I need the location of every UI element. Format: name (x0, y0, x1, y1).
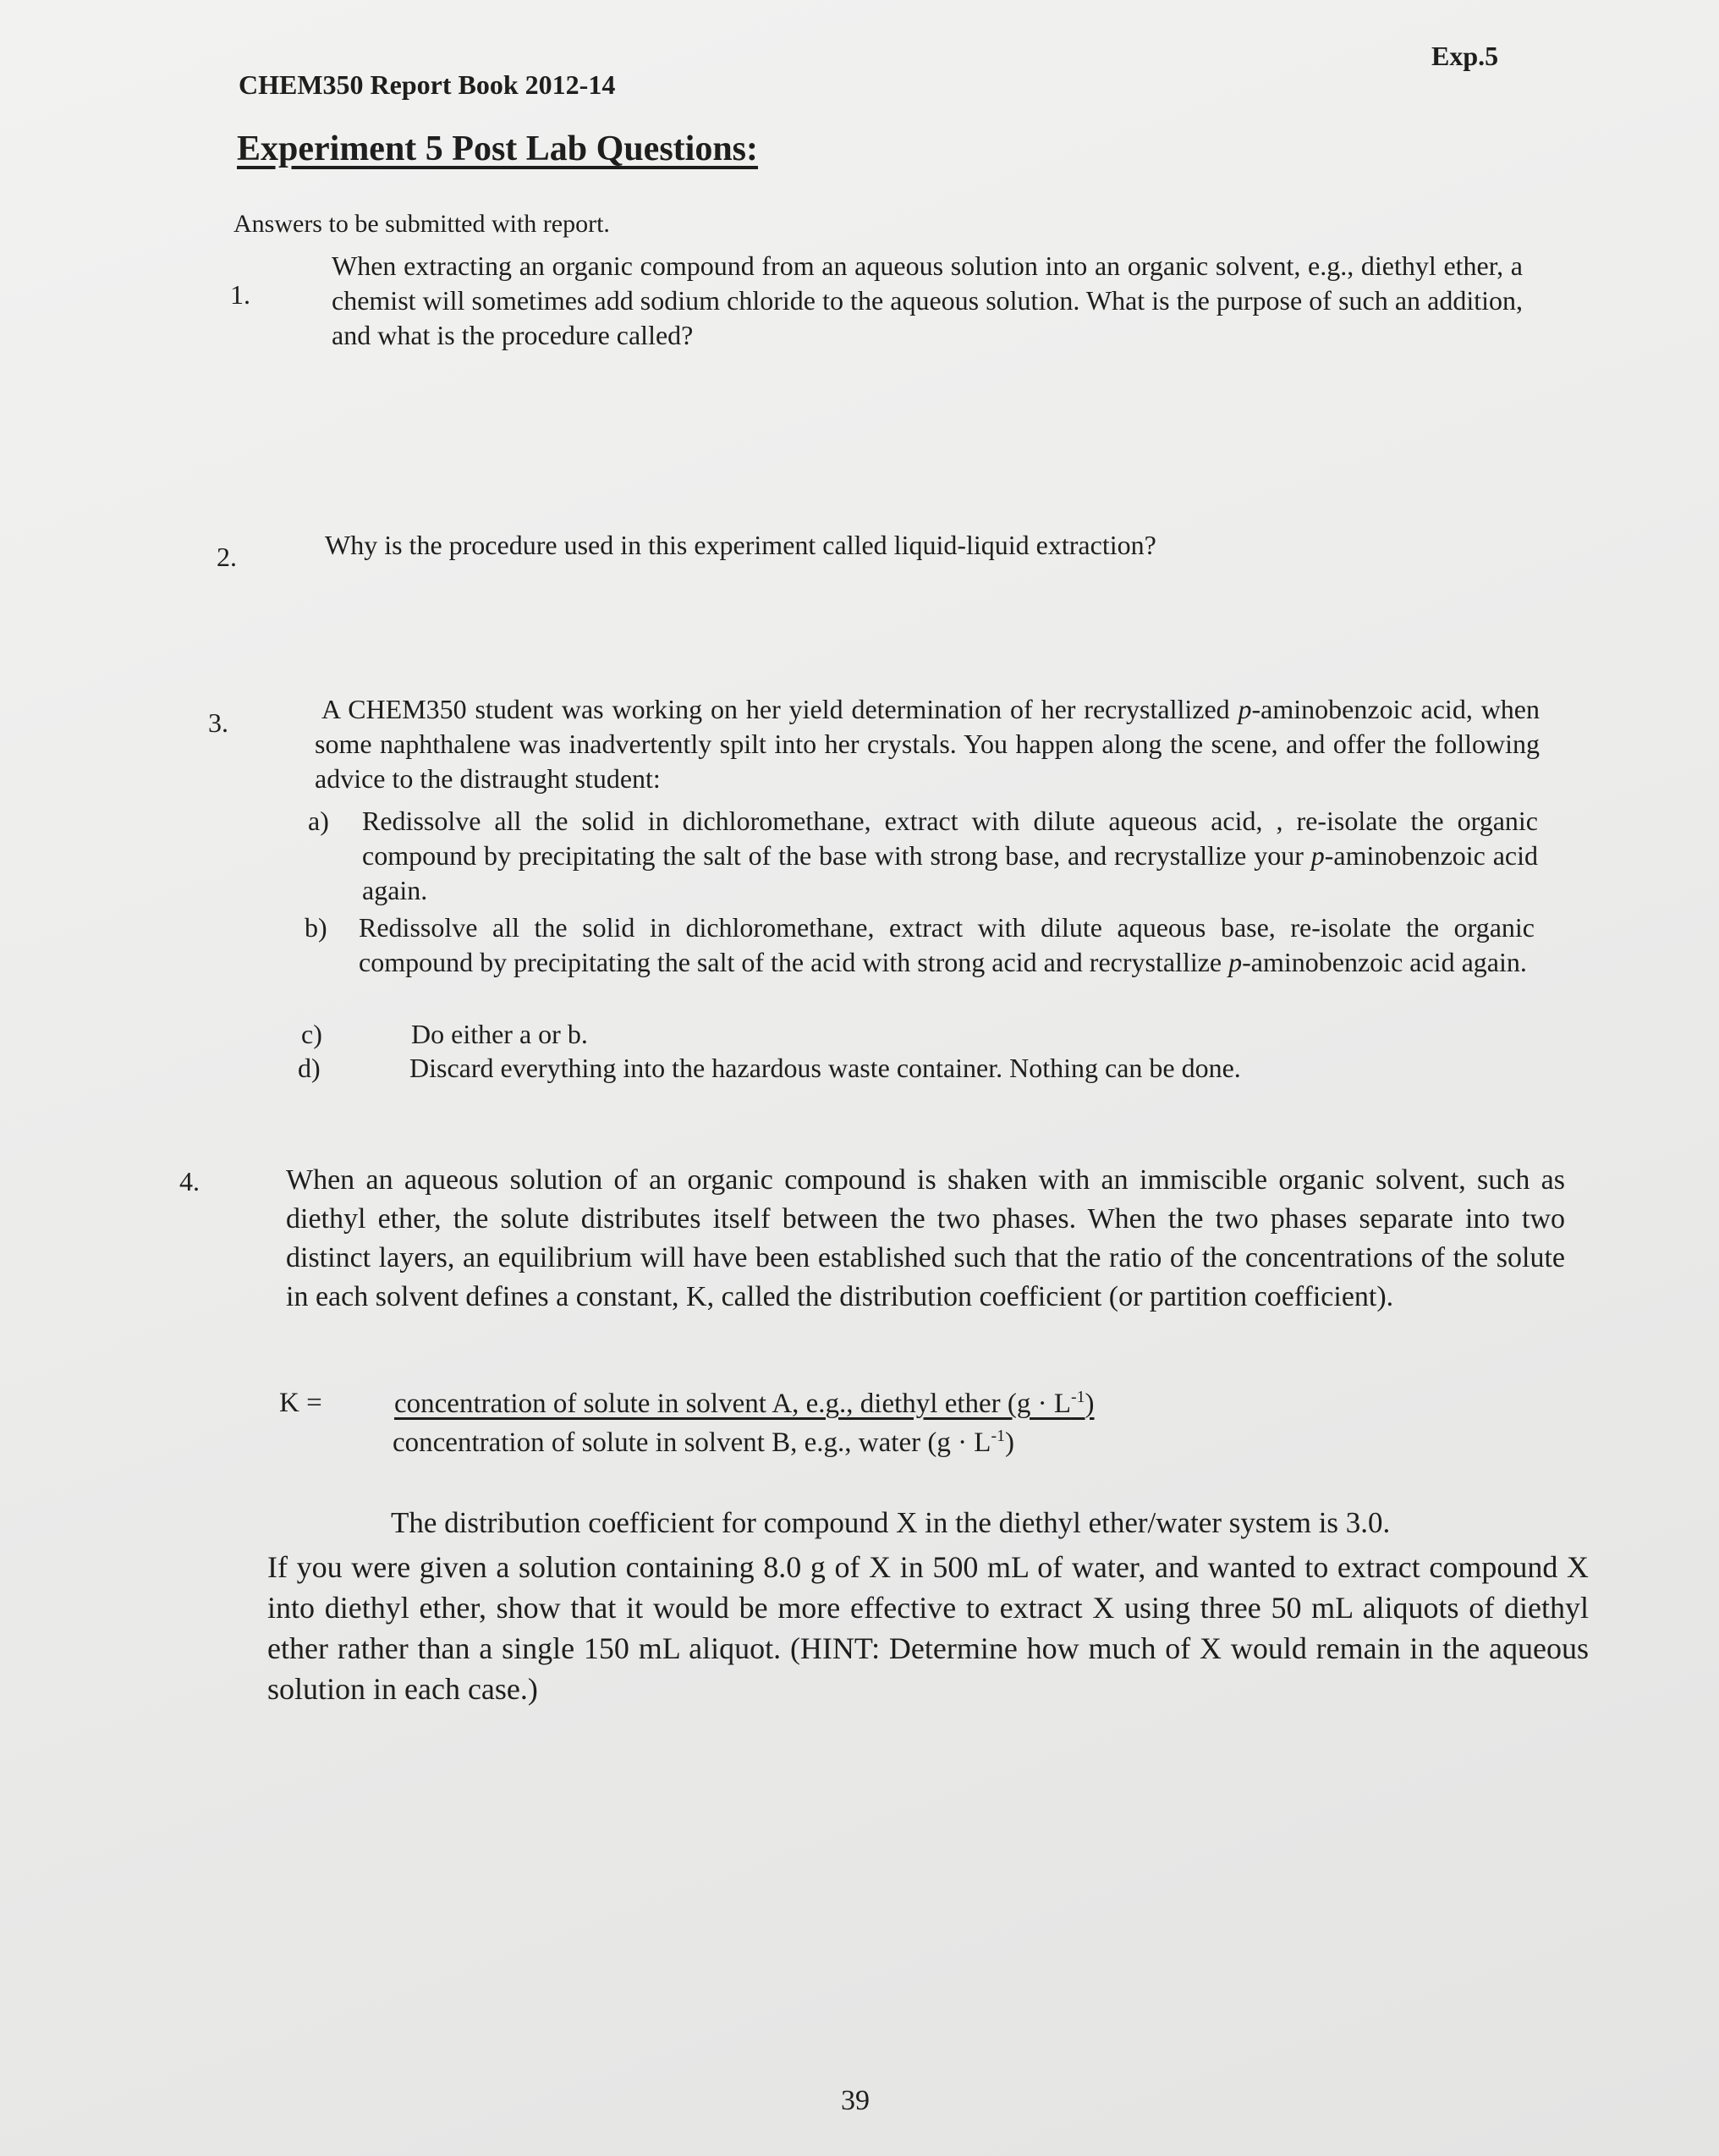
page-title: Experiment 5 Post Lab Questions: (237, 129, 759, 168)
question-4-number: 4. (179, 1166, 200, 1196)
formula-numerator: concentration of solute in solvent A, e.g., diethyl ether $(g \cdot L^{-1})$ (394, 1388, 1095, 1419)
option-d-text: Discard everything into the hazardous waste container. Nothing can be done. (409, 1053, 1241, 1083)
question-1-text: When extracting an organic compound from an aqueous solution into an organic solvent, e.g., diethyl ether, a chemist will sometimes add sodium chloride to the aqueous solution. What is the purpose of such an addition, and what is the procedure called? (332, 250, 1523, 350)
question-2-text: Why is the procedure used in this experiment called liquid-liquid extraction? (325, 530, 1156, 560)
option-c-letter: c) (301, 1019, 322, 1049)
question-2-number: 2. (217, 542, 237, 572)
page-number: 39 (841, 2085, 870, 2116)
option-b-text: Redissolve all the solid in dichloromethane, extract with dilute aqueous base, re-isolate the organic compound by precipitating the salt of the acid with strong acid and recrystallize p-aminobenzoic acid again. (359, 912, 1535, 977)
experiment-tag: Exp.5 (1431, 41, 1499, 71)
formula-k-label: K = (279, 1388, 322, 1418)
option-c-text: Do either a or b. (411, 1019, 588, 1049)
question-1-number: 1. (230, 279, 250, 310)
option-a-letter: a) (308, 806, 329, 836)
option-a-text: Redissolve all the solid in dichloromethane, extract with dilute aqueous acid, , re-isolate the organic compound by precipitating the salt of the base with strong base, and recrystallize your p-aminobenzoic acid again. (362, 806, 1538, 905)
question-3-text: A CHEM350 student was working on her yield determination of her recrystallized p-aminobenzoic acid, when some naphthalene was inadvertently spilt into her crystals. You happen along the scene, and offer the following advice to the distraught student: (315, 694, 1541, 794)
instructions-text: Answers to be submitted with report. (233, 210, 610, 238)
option-b-letter: b) (305, 912, 327, 943)
report-book-title: CHEM350 Report Book 2012-14 (239, 69, 616, 100)
question-3-option-a (308, 804, 1543, 905)
formula-denominator: concentration of solute in solvent B, e.g., water $(g \cdot L^{-1})$ (393, 1427, 1014, 1458)
question-4-task: If you were given a solution containing 8.0 g of X in 500 mL of water, and wanted to extract compound X into diethyl ether, show that it would be more effective to extract X using three 50 mL aliquots of diethyl ether rather than a single 150 mL aliquot. (HINT: Determine how much of X would remain in the aqueous solution in each case.) (267, 1550, 1589, 1706)
question-3-option-b (305, 910, 1548, 977)
option-d-letter: d) (298, 1053, 321, 1083)
question-4-given: The distribution coefficient for compound X in the diethyl ether/water system is 3.0. (391, 1506, 1391, 1539)
question-4-text: When an aqueous solution of an organic compound is shaken with an immiscible organic solvent, such as diethyl ether, the solute distributes itself between the two phases. When the two phases separate into two distinct layers, an equilibrium will have been established such that the ratio of the concentrations of the solute in each solvent defines a constant, K, called the distribution coefficient (or partition coefficient). (286, 1164, 1565, 1312)
question-3-number: 3. (208, 707, 228, 738)
